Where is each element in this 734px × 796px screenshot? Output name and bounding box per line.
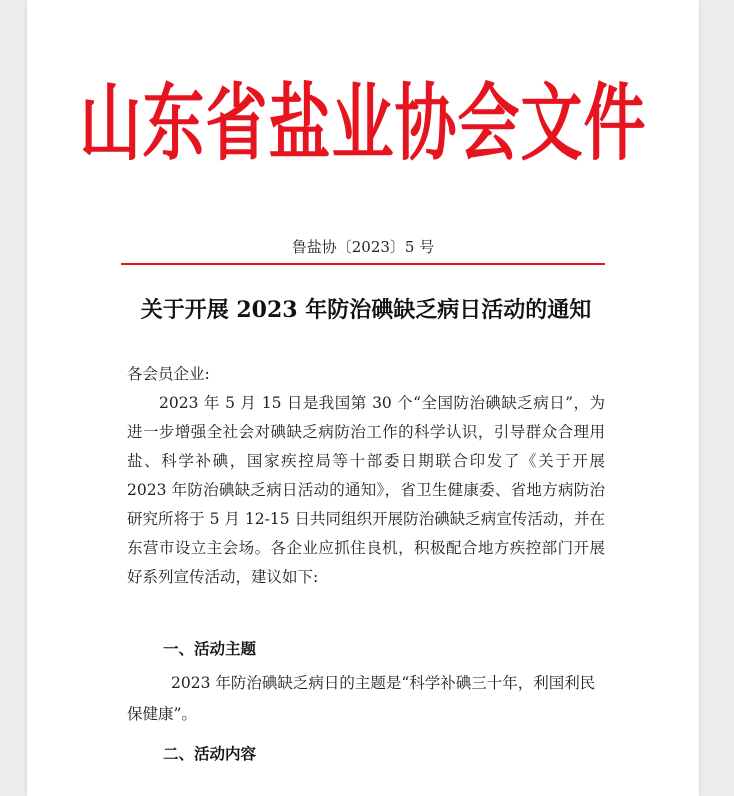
document-page [27,0,699,796]
section-heading-content: 二、活动内容 [163,745,257,763]
body-paragraph-intro: 2023 年 5 月 15 日是我国第 30 个“全国防治碘缺乏病日”，为进一步增强全社会对碘缺乏病防治工作的科学认识，引导群众合理用盐、科学补碘，国家疾控局等十部委日期联合印发了《关于开展 2023 年防治碘缺乏病日活动的通知》，省卫生健康委、省地方病防治研究所将于 5 月 12-15 日共同组织开展防治碘缺乏病宣传活动，并在东营市设立主会场。各企业应抓住良机，积极配合地方疾控部门开展好系列宣传活动，建议如下: [127,394,605,586]
notice-title: 关于开展 2023 年防治碘缺乏病日活动的通知 [140,297,592,323]
org-header-title: 山东省盐业协会文件 [79,73,647,173]
salutation: 各会员企业: [127,365,210,383]
body-paragraph-theme: 2023 年防治碘缺乏病日的主题是“科学补碘三十年，利国利民保健康”。 [127,674,596,723]
red-divider-line [121,263,605,265]
section-heading-theme: 一、活动主题 [163,640,257,658]
document-number: 鲁盐协〔2023〕5 号 [291,238,435,256]
